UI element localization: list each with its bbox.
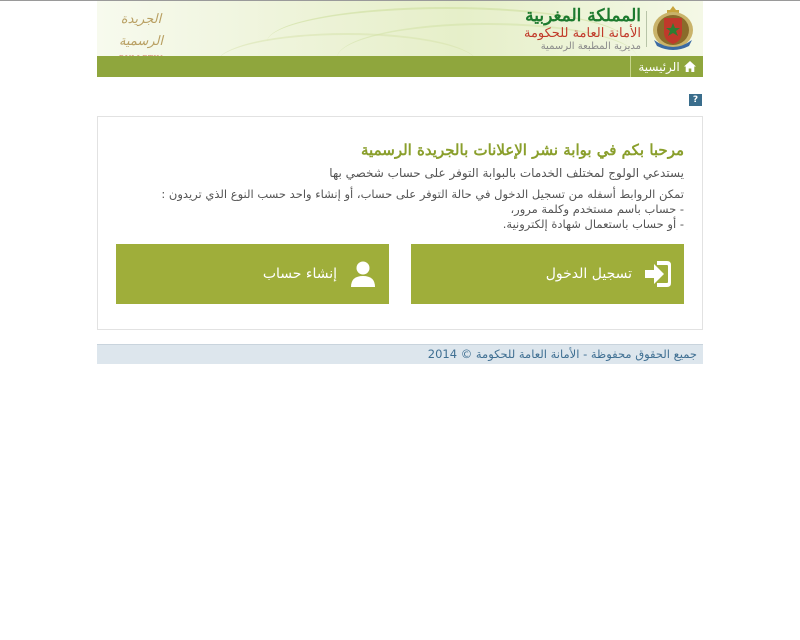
- register-label: إنشاء حساب: [262, 266, 337, 282]
- description: [161, 187, 684, 232]
- intro-text: يستدعي الولوج لمختلف الخدمات بالبوابة التوفر على حساب شخصي بها: [329, 166, 684, 180]
- header-separator: [646, 11, 647, 47]
- register-button[interactable]: [116, 244, 389, 304]
- login-label: تسجيل الدخول: [545, 266, 632, 282]
- nav-home-label: الرئيسية: [638, 59, 680, 74]
- description-line: - حساب باسم مستخدم وكلمة مرور،: [510, 202, 684, 216]
- welcome-heading: مرحبا بكم في بوابة نشر الإعلانات بالجريدة الرسمية: [361, 141, 684, 159]
- footer: جميع الحقوق محفوظة - الأمانة العامة للحكومة © 2014: [97, 344, 703, 364]
- home-icon: [684, 61, 696, 72]
- logo-calligraphy: الجريدة الرسمية: [118, 12, 164, 49]
- kingdom-title: المملكة المغربية: [525, 6, 641, 26]
- user-icon: [349, 260, 377, 288]
- header-titles: [524, 7, 641, 53]
- page: [97, 1, 703, 361]
- navbar: [97, 56, 703, 77]
- description-line: تمكن الروابط أسفله من تسجيل الدخول في حالة التوفر على حساب، أو إنشاء واحد حسب النوع الذي تريدون :: [161, 187, 684, 201]
- header: [97, 1, 703, 56]
- printing-directorate-title: مديرية المطبعة الرسمية: [540, 41, 641, 52]
- sign-in-icon: [644, 260, 672, 288]
- coat-of-arms-icon: [650, 4, 696, 52]
- nav-home-link[interactable]: [630, 56, 703, 77]
- description-line: - أو حساب باستعمال شهادة إلكترونية.: [502, 217, 684, 231]
- secretariat-title: الأمانة العامة للحكومة: [523, 26, 641, 41]
- help-button[interactable]: ?: [689, 94, 702, 106]
- welcome-panel: [97, 116, 703, 330]
- login-button[interactable]: [411, 244, 684, 304]
